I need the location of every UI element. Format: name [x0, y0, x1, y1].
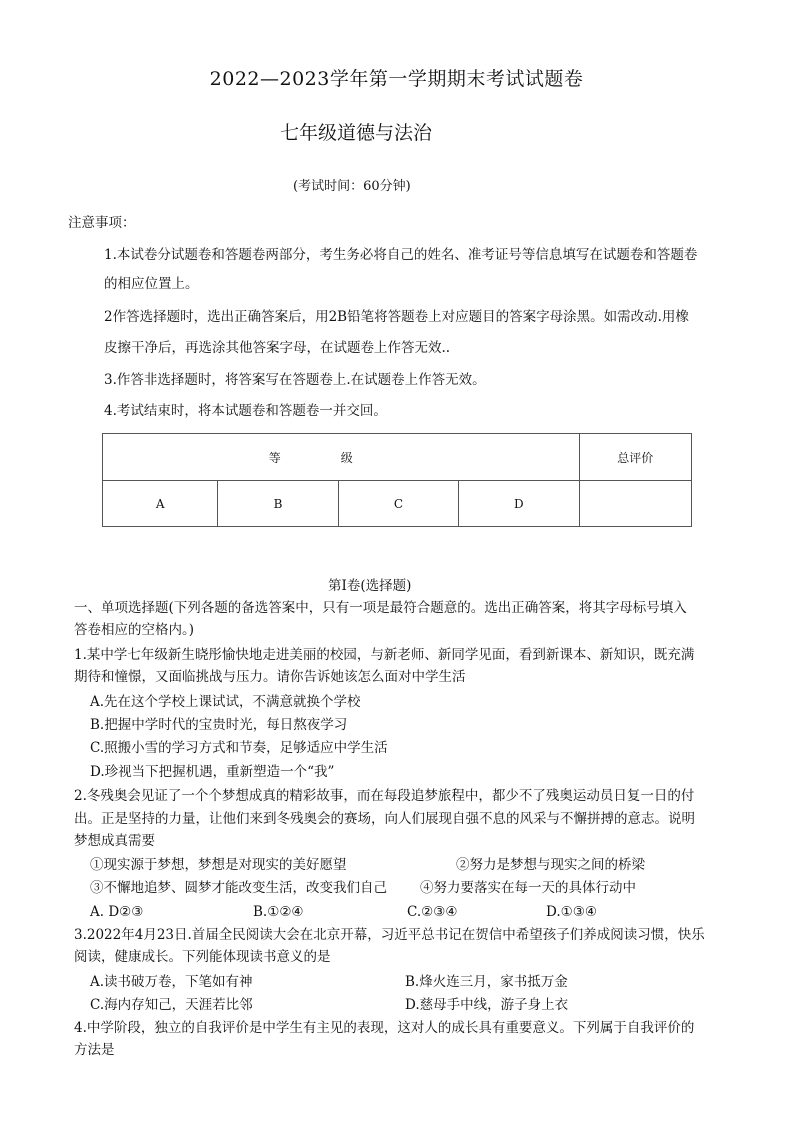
grade-header-cell [103, 434, 580, 481]
question-3-stem: 阅读，健康成长。下列能体现读书意义的是 [74, 949, 331, 965]
question-2-statement-2: ②努力是梦想与现实之间的桥梁 [456, 857, 645, 873]
exam-title: 2022—2023学年第一学期期末考试试题卷 [209, 68, 584, 90]
section-title: 第Ⅰ卷(选择题) [328, 578, 412, 594]
question-2-stem: 梦想成真需要 [74, 833, 155, 849]
question-2-stem: 出。正是坚持的力量，让他们来到冬残奥会的赛场，向人们展现自强不息的风采与不懈拼搏的意志。说明 [74, 811, 695, 827]
question-2-option-c: C.②③④ [407, 904, 458, 920]
question-2-option-d: D.①③④ [546, 904, 597, 920]
grade-cell-c: C [338, 481, 458, 527]
section-instruction: 一、单项选择题(下列各题的备选答案中，只有一项是最符合题意的。选出正确答案，将其字母标号填入 [74, 600, 687, 616]
question-1-stem: 1.某中学七年级新生晓彤愉快地走进美丽的校园，与新老师、新同学见面，看到新课本、新知识，既充满 [74, 647, 695, 663]
question-3-option-c: C.海内存知己，天涯若比邻 [90, 997, 253, 1013]
question-2-statement-1: ①现实源于梦想，梦想是对现实的美好愿望 [90, 857, 347, 873]
question-4-stem: 方法是 [74, 1042, 115, 1058]
question-2-option-b: B.①②④ [253, 904, 304, 920]
notice-line: 的相应位置上。 [104, 276, 199, 292]
question-3-option-b: B.烽火连三月，家书抵万金 [405, 974, 568, 990]
grade-cell-d: D [459, 481, 579, 527]
grade-cell-a: A [103, 481, 218, 527]
question-1-stem: 期待和憧憬，又面临挑战与压力。请你告诉她该怎么面对中学生活 [74, 669, 466, 685]
question-1-option-b: B.把握中学时代的宝贵时光，每日熬夜学习 [90, 717, 348, 733]
notice-heading: 注意事项： [68, 215, 136, 231]
question-1-option-d: D.珍视当下把握机遇，重新塑造一个“我” [90, 764, 335, 780]
exam-time: (考试时间：60分钟) [293, 179, 411, 194]
question-2-statement-3: ③不懈地追梦、圆梦才能改变生活，改变我们自己 [90, 880, 387, 896]
question-2-statement-4: ④努力要落实在每一天的具体行动中 [420, 880, 636, 896]
notice-line: 2作答选择题时，选出正确答案后，用2B铅笔将答题卷上对应题目的答案字母涂黑。如需改动.用橡 [104, 309, 689, 325]
exam-subject: 七年级道德与法治 [280, 122, 433, 144]
question-3-option-d: D.慈母手中线，游子身上衣 [405, 997, 569, 1013]
question-1-option-c: C.照搬小雪的学习方式和节奏，足够适应中学生活 [90, 740, 388, 756]
question-2-option-a: A. D②③ [90, 904, 144, 920]
section-instruction: 答卷相应的空格内。) [74, 622, 195, 638]
question-1-option-a: A.先在这个学校上课试试，不满意就换个学校 [90, 694, 361, 710]
question-4-stem: 4.中学阶段，独立的自我评价是中学生有主见的表现，这对人的成长具有重要意义。下列属于自我评价的 [74, 1020, 695, 1036]
notice-line: 皮擦干净后，再选涂其他答案字母，在试题卷上作答无效.. [104, 340, 451, 356]
question-3-option-a: A.读书破万卷，下笔如有神 [90, 974, 253, 990]
notice-line: 3.作答非选择题时，将答案写在答题卷上.在试题卷上作答无效。 [104, 372, 486, 388]
total-evaluation-cell [579, 481, 691, 527]
notice-line: 4.考试结束时，将本试题卷和答题卷一并交回。 [104, 403, 387, 419]
question-2-stem: 2.冬残奥会见证了一个个梦想成真的精彩故事，而在每段追梦旅程中，都少不了残奥运动员日复一日的付 [74, 788, 695, 804]
total-evaluation-header: 总评价 [579, 434, 691, 481]
grade-table [102, 433, 692, 527]
grade-cell-b: B [218, 481, 338, 527]
question-3-stem: 3.2022年4月23日.首届全民阅读大会在北京开幕，习近平总书记在贺信中希望孩子们养成阅读习惯，快乐 [74, 927, 705, 943]
notice-line: 1.本试卷分试题卷和答题卷两部分，考生务必将自己的姓名、准考证号等信息填写在试题卷和答题卷 [104, 247, 698, 263]
grade-label: 等级 [268, 450, 413, 465]
